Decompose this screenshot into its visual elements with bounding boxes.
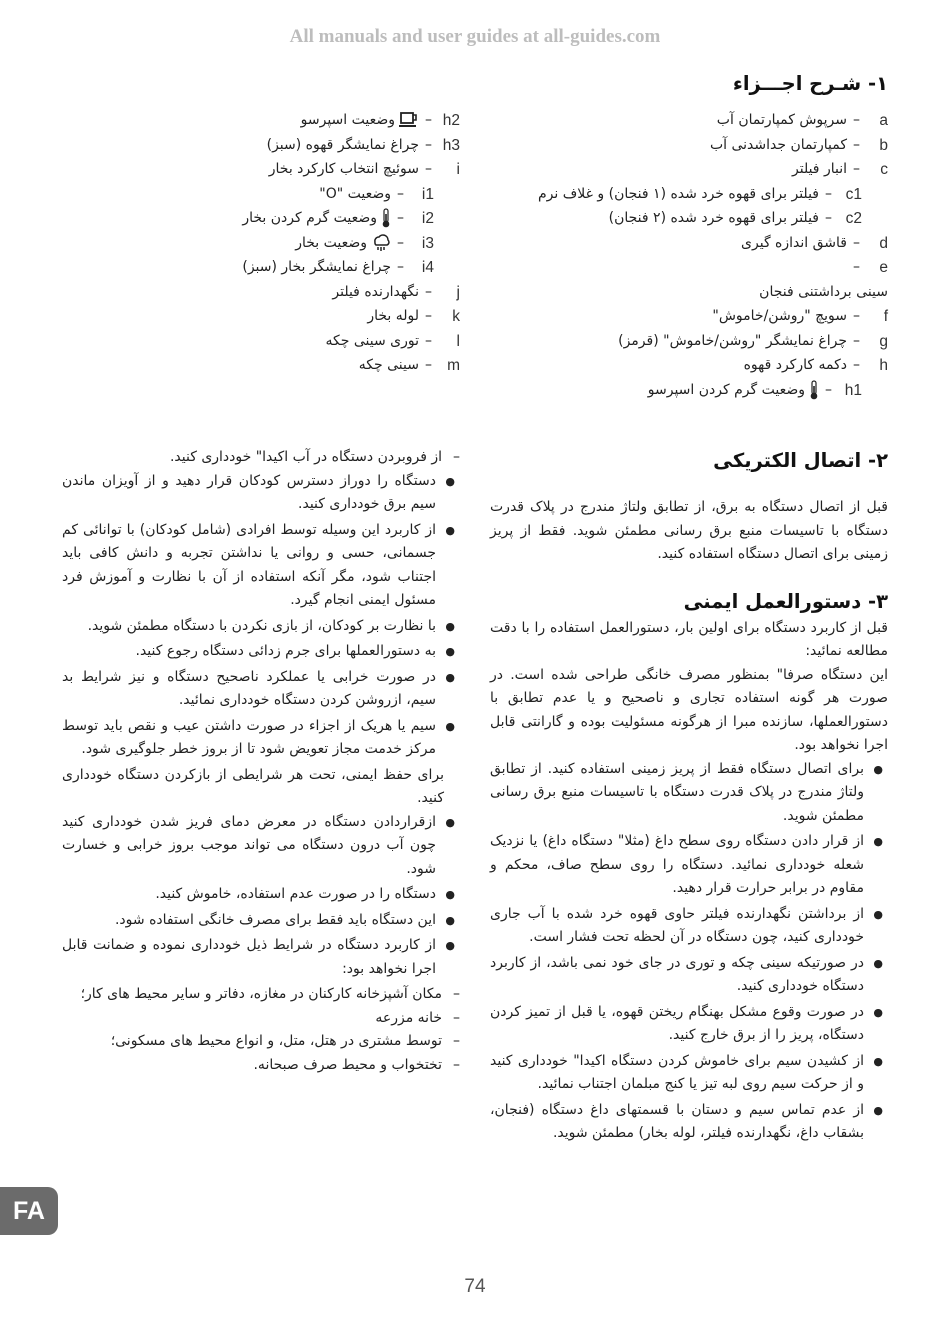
parts-list-continued: [200, 109, 460, 379]
list-item: ● از کاربرد دستگاه در شرایط ذیل خودداری نموده و ضمانت قابل اجرا نخواهد بود:: [62, 937, 455, 977]
section-1-title: ۱- شـرح اجـــزاء: [732, 72, 888, 95]
part-row-c: c –انبار فیلتر: [792, 161, 888, 178]
safety-instructions-continued: [62, 446, 460, 1077]
list-item: ● برای اتصال دستگاه فقط از پریز زمینی استفاده کنید. از تطابق ولتاژ مندرج در پلاک قدرت دستگاه با تاسیسات منبع برق رسانی مطمئن شوید.: [490, 760, 883, 824]
part-row-l: l –توری سینی چکه: [325, 332, 460, 350]
section-2-body: قبل از اتصال دستگاه به برق، از تطابق ولتاژ مندرج در پلاک قدرت دستگاه با تاسیسات منبع برق رسانی مطمئن شوید. فقط از پریز زمینی برای اتصال دستگاه استفاده کنید.: [490, 499, 888, 562]
thermometer-icon: [381, 208, 391, 228]
section-3-title: ۳- دستورالعمل ایمنی: [683, 589, 888, 613]
list-item: ● از قرار دادن دستگاه روی سطح داغ (مثلا" دستگاه داغ) یا نزدیک شعله خودداری نمائید. دستگاه را روی سطح صاف، محکم و مقاوم در برابر حرارت قرار دهید.: [490, 833, 883, 896]
part-row-d: d –قاشق اندازه گیری: [741, 234, 888, 252]
part-row-i1: i1 –وضعیت "O": [319, 185, 434, 203]
list-item: – خانه مزرعه: [375, 1009, 460, 1026]
part-row-h1: h1 –وضعیت گرم کردن اسپرسو: [647, 381, 862, 399]
list-item: ● دستگاه را در صورت عدم استفاده، خاموش کنید.: [155, 886, 455, 902]
part-row-e: e –: [853, 259, 888, 276]
part-row-h: h –دکمه کارکرد قهوه: [743, 357, 888, 374]
section-electrical-and-safety: [490, 448, 888, 1148]
list-item: ● از برداشتن نگهدارنده فیلتر حاوی قهوه خرد شده با آب جاری خودداری کنید، چون دستگاه در آن لحظه تحت فشار است.: [490, 905, 883, 945]
safety-paragraph: برای حفظ ایمنی، تحت هر شرایطی از بازکردن دستگاه خودداری کنید.: [62, 766, 444, 806]
part-row-j: j –نگهدارنده فیلتر: [332, 283, 460, 301]
section-parts-list: [490, 71, 888, 403]
part-row-i: i –سوئیچ انتخاب کارکرد بخار: [268, 161, 460, 178]
espresso-cup-icon: [399, 112, 419, 128]
list-item: ● به دستورالعملها برای جرم زدائی دستگاه رجوع کنید.: [135, 643, 455, 659]
watermark: All manuals and user guides at all-guides.com: [289, 26, 661, 47]
page-number: 74: [464, 1276, 486, 1297]
list-item: ● با نظارت بر کودکان، از بازی نکردن با دستگاه مطمئن شوید.: [87, 617, 455, 634]
section-3-intro-2: این دستگاه صرفا" بمنظور مصرف خانگی طراحی شده است. در صورت هر گونه استفاده تجاری و ناصحیح و یا عدم تطابق با دستورالعملها، سازنده مبرا از هرگونه مسئولیت بوده و گارانتی قابل اجرا نخواهد بود.: [490, 666, 888, 753]
safety-bullet-list: [490, 758, 888, 1146]
list-item: – مکان آشپزخانه کارکنان در مغازه، دفاتر و سایر محیط های کار؛: [80, 986, 460, 1002]
part-row-k: k –لوله بخار: [367, 308, 460, 325]
safety-bullet-list-3: [62, 811, 460, 982]
list-item: – تختخواب و محیط صرف صبحانه.: [253, 1056, 460, 1073]
steam-icon: [371, 234, 391, 252]
list-item: ● سیم یا هریک از اجزاء در صورت داشتن عیب و نقص باید توسط مرکز خدمت مجاز تعویض شود تا از بروز خطر جلوگیری شود.: [62, 717, 455, 757]
part-row-i4: i4 –چراغ نمایشگر بخار (سبز): [242, 259, 434, 276]
part-row-c2: c2 –فیلتر برای قهوه خرد شده (۲ فنجان): [608, 210, 862, 227]
list-item: ● دستگاه را دوراز دسترس کودکان قرار دهید و از آویزان ماندن سیم برق خودداری کنید.: [62, 472, 455, 512]
language-badge: FA: [0, 1187, 58, 1235]
section-3-intro: قبل از کاربرد دستگاه برای اولین بار، دستورالعمل استفاده را با دقت مطالعه نمائید:: [490, 619, 888, 659]
part-row-h2: h2 –وضعیت اسپرسو: [300, 112, 460, 129]
part-row-c1: c1 –فیلتر برای قهوه خرد شده (۱ فنجان) و غلاف نرم: [538, 185, 862, 203]
part-row-e-text: سینی برداشتنی فنجان: [759, 283, 888, 300]
part-row-b: b –کمپارتمان جداشدنی آب: [709, 136, 888, 154]
list-item: ● از کشیدن سیم برای خاموش کردن دستگاه اکیدا" خودداری کنید و از حرکت سیم روی لبه تیز یا کنج مبلمان اجتناب نمائید.: [490, 1052, 883, 1092]
part-row-g: g –چراغ نمایشگر "روشن/خاموش" (قرمز): [618, 332, 888, 350]
part-row-f: f –سویچ "روشن/خاموش": [712, 308, 888, 325]
list-item: – توسط مشتری در هتل، متل، و انواع محیط های مسکونی؛: [110, 1033, 460, 1049]
safety-bullet-list-2: [62, 470, 460, 762]
list-item: ● در صورتیکه سینی چکه و توری در جای خود نمی باشد، از کاربرد دستگاه خودداری کنید.: [490, 954, 883, 994]
list-item: – از فروبردن دستگاه در آب اکیدا" خودداری کنید.: [169, 449, 460, 465]
part-row-h3: h3 –چراغ نمایشگر قهوه (سبز): [266, 136, 460, 154]
part-row-m: m –سینی چکه: [358, 357, 460, 374]
section-2-title: ۲- اتصال الکتریکی: [713, 449, 888, 472]
list-item: ● در صورت خرابی یا عملکرد ناصحیح دستگاه و نیز شرایط بد سیم، ازروشن کردن دستگاه خودداری نمائید.: [62, 668, 455, 708]
list-item: ● این دستگاه باید فقط برای مصرف خانگی استفاده شود.: [114, 911, 455, 928]
part-row-i2: i2 –وضعیت گرم کردن بخار: [242, 210, 434, 227]
part-row-i3: i3 –وضعیت بخار: [295, 234, 434, 252]
part-row-a: a –سرپوش کمپارتمان آب: [716, 112, 888, 129]
thermometer-icon: [809, 380, 819, 400]
list-item: ● از عدم تماس سیم و دستان با قسمتهای داغ دستگاه (فنجان، بشقاب داغ، نگهدارنده فیلتر، لوله بخار) مطمئن شوید.: [490, 1101, 883, 1141]
list-item: ● در صورت وقوع مشکل بهنگام ریختن قهوه، یا قبل از تمیز کردن دستگاه، پریز را از برق خارج کنید.: [490, 1003, 883, 1043]
list-item: ● ازقراردادن دستگاه در معرض دمای فریز شدن خودداری کنید چون آب درون دستگاه می تواند موجب بروز خرابی و خسارت شود.: [62, 813, 455, 877]
list-item: ● از کاربرد این وسیله توسط افرادی (شامل کودکان) با توانائی کم جسمانی، حسی و روانی یا نداشتن تجربه و دانش کافی باید اجتناب شود، مگر آنکه استفاده از آن با نظارت و آموزش فرد مسئول ایمنی انجام گیرد.: [62, 521, 455, 608]
